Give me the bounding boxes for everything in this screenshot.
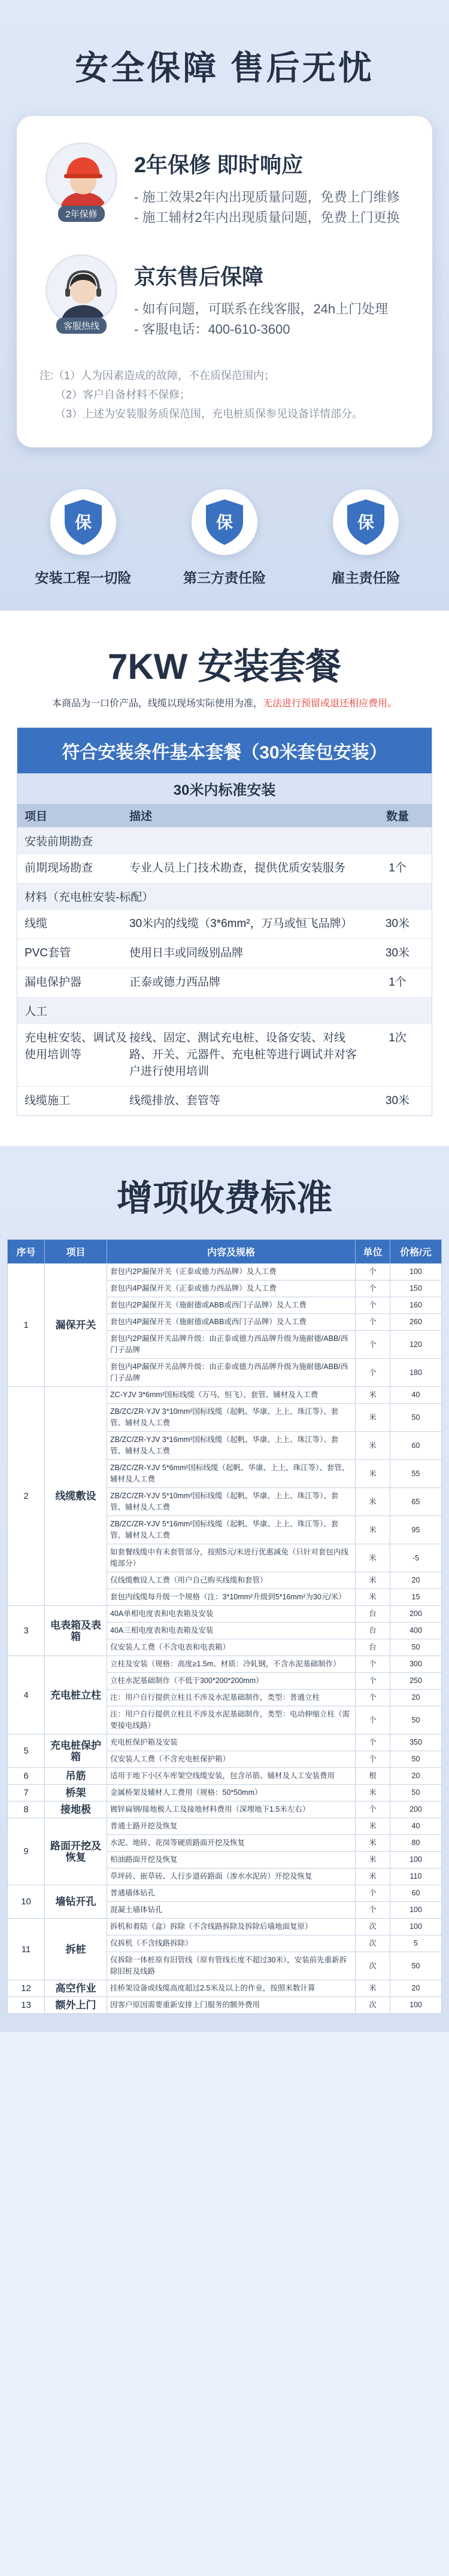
col-desc: 描述	[129, 810, 153, 823]
fee-price: -5	[390, 1544, 442, 1572]
fee-spec: 套包内4P漏保开关（正泰或德力西品牌）及人工费	[107, 1281, 356, 1297]
fee-item: 额外上门	[45, 1997, 107, 2014]
fee-unit: 米	[356, 1572, 390, 1589]
package-subtitle-normal: 本商品为一口价产品，线缆以现场实际使用为准，	[51, 699, 263, 709]
fee-spec: ZB/ZC/ZR-YJV 5*10mm²国标线缆（起帆、华康、上上、珠江等）、套管、辅材及人工费	[107, 1488, 356, 1516]
fee-price: 50	[390, 1639, 442, 1656]
jd-line: - 如有问题，可联系在线客服，24h上门处理	[134, 301, 389, 316]
fee-price: 120	[390, 1331, 442, 1359]
fee-item: 高空作业	[45, 1980, 107, 1997]
fee-unit: 台	[356, 1623, 390, 1639]
fee-item: 电表箱及表箱	[45, 1606, 107, 1656]
fee-spec: 拆机和着陆（盒）拆除（不含线路拆除及拆除后墙地面复原）	[107, 1919, 356, 1935]
package-group-header: 人工	[17, 997, 432, 1023]
fee-price: 15	[390, 1589, 442, 1606]
fee-price: 55	[390, 1460, 442, 1488]
fee-index: 10	[8, 1885, 45, 1919]
fee-row	[8, 1785, 442, 1801]
fee-price: 40	[390, 1818, 442, 1835]
fee-spec: ZB/ZC/ZR-YJV 3*10mm²国标线缆（起帆、华康、上上、珠江等）、套管、辅材及人工费	[107, 1404, 356, 1432]
fee-price: 350	[390, 1734, 442, 1751]
fee-unit: 个	[356, 1656, 390, 1673]
fee-spec: ZB/ZC/ZR-YJV 5*6mm²国标线缆（起帆、华康、上上、珠江等）、套管、辅材及人工费	[107, 1460, 356, 1488]
fee-index: 9	[8, 1818, 45, 1885]
fee-spec: 普通土路开挖及恢复	[107, 1818, 356, 1835]
fee-spec: 柏油路面开挖及恢复	[107, 1852, 356, 1868]
fee-spec: 注：用户自行提供立柱且不涉及水泥基础制作，类型：电动伸缩立柱（需要接电线路）	[107, 1706, 356, 1734]
fee-unit: 米	[356, 1835, 390, 1852]
after-sales-section	[0, 0, 449, 611]
fee-item: 桥架	[45, 1785, 107, 1801]
fee-price: 100	[390, 1902, 442, 1919]
package-subtitle-warning: 无法进行预留或退还相应费用。	[263, 699, 398, 709]
fee-item: 接地极	[45, 1801, 107, 1818]
fee-unit: 次	[356, 1935, 390, 1952]
insurance-label: 第三方责任险	[183, 570, 266, 586]
package-table-title: 符合安装条件基本套餐（30米套包安装）	[17, 728, 432, 773]
fee-unit: 米	[356, 1818, 390, 1835]
fee-price: 200	[390, 1801, 442, 1818]
fee-unit: 次	[356, 1919, 390, 1935]
fee-spec: 如套餐线缆中有未套管部分，按照5元/米进行优惠减免（只针对套包内线缆部分）	[107, 1544, 356, 1572]
package-body	[17, 827, 432, 1115]
fee-spec: ZC-YJV 3*6mm²国标线缆（万马、恒飞）、套管、辅材及人工费	[107, 1387, 356, 1404]
fee-unit: 个	[356, 1734, 390, 1751]
fee-price: 400	[390, 1623, 442, 1639]
package-group-header: 材料（充电桩安装-标配）	[17, 883, 432, 909]
fee-price: 160	[390, 1297, 442, 1314]
fee-unit: 米	[356, 1852, 390, 1868]
fee-price: 95	[390, 1516, 442, 1544]
fee-unit: 米	[356, 1387, 390, 1404]
fee-spec: 套包内2P漏保开关品牌升级：由正泰或德力西品牌升级为施耐德/ABB/西门子品牌	[107, 1331, 356, 1359]
warranty-text	[123, 142, 409, 228]
fee-spec: 普通墙体钻孔	[107, 1885, 356, 1902]
fee-unit: 个	[356, 1673, 390, 1690]
package-qty: 30米	[385, 1095, 410, 1107]
jd-service	[40, 254, 409, 342]
fee-unit: 个	[356, 1751, 390, 1768]
fee-unit: 次	[356, 1997, 390, 2014]
fee-item: 充电桩立柱	[45, 1656, 107, 1734]
package-qty: 30米	[385, 947, 410, 959]
fee-index: 12	[8, 1980, 45, 1997]
package-row	[17, 853, 432, 883]
fee-index: 2	[8, 1387, 45, 1606]
fee-section	[0, 1146, 449, 2032]
fee-price: 40	[390, 1387, 442, 1404]
package-item: 前期现场勘查	[25, 862, 93, 874]
fee-index: 4	[8, 1656, 45, 1734]
fee-spec: 注：用户自行提供立柱且不涉及水泥基础制作，类型：普通立柱	[107, 1690, 356, 1706]
col-qty: 数量	[386, 810, 409, 823]
fee-unit: 个	[356, 1359, 390, 1387]
package-table-subtitle: 30米内标准安装	[17, 773, 432, 804]
package-desc: 正泰或德力西品牌	[129, 976, 221, 989]
fee-unit: 次	[356, 1952, 390, 1980]
shield-icon	[333, 489, 399, 555]
fee-unit: 台	[356, 1606, 390, 1623]
fee-spec: ZB/ZC/ZR-YJV 3*16mm²国标线缆（起帆、华康、上上、珠江等）、套管、辅材及人工费	[107, 1432, 356, 1460]
fee-spec: 仅安装人工费（不含电表和电表箱）	[107, 1639, 356, 1656]
note-line: （2）客户自备材料不保修；	[55, 389, 191, 401]
fee-spec: ZB/ZC/ZR-YJV 5*16mm²国标线缆（起帆、华康、上上、珠江等）、套管、辅材及人工费	[107, 1516, 356, 1544]
fee-row	[8, 1980, 442, 1997]
package-desc: 使用日丰或同级别品牌	[129, 947, 244, 959]
fee-spec: 水泥、地砖、花岗等硬质路面开挖及恢复	[107, 1835, 356, 1852]
fee-row	[8, 1606, 442, 1623]
fee-price: 260	[390, 1314, 442, 1331]
fee-col-index: 序号	[8, 1240, 45, 1264]
fee-spec: 挂桥架设备或线缆高度超过2.5米及以上的作业，按照米数计算	[107, 1980, 356, 1997]
col-item: 项目	[25, 810, 48, 823]
fee-item: 吊筋	[45, 1768, 107, 1785]
warranty-badge: 2年保修	[58, 206, 104, 222]
fee-unit: 个	[356, 1801, 390, 1818]
after-sales-title: 安全保障 售后无忧	[75, 49, 374, 87]
insurance-list	[17, 489, 432, 587]
shield-icon	[50, 489, 116, 555]
package-subtitle	[17, 696, 432, 709]
fee-spec: 套包内4P漏保开关（施耐德或ABB或西门子品牌）及人工费	[107, 1314, 356, 1331]
fee-row	[8, 1997, 442, 2014]
shield-char: 保	[74, 513, 92, 532]
fee-row	[8, 1264, 442, 1281]
fee-body	[8, 1264, 442, 2014]
insurance-label: 安装工程一切险	[35, 570, 132, 586]
fee-price: 100	[390, 1852, 442, 1868]
fee-row	[8, 1734, 442, 1751]
fee-price: 60	[390, 1885, 442, 1902]
jd-title: 京东售后保障	[134, 264, 264, 289]
fee-col-unit: 单位	[356, 1240, 390, 1264]
fee-item: 拆桩	[45, 1919, 107, 1980]
fee-price: 100	[390, 1919, 442, 1935]
fee-price: 80	[390, 1835, 442, 1852]
fee-spec: 套包内2P漏保开关（正泰或德力西品牌）及人工费	[107, 1264, 356, 1281]
fee-price: 5	[390, 1935, 442, 1952]
package-desc: 专业人员上门技术勘查，提供优质安装服务	[129, 862, 346, 874]
package-qty: 30米	[385, 917, 410, 930]
package-qty: 1个	[389, 976, 406, 989]
fee-section-title: 增项收费标准	[117, 1178, 332, 1218]
fee-price: 20	[390, 1768, 442, 1785]
fee-unit: 米	[356, 1544, 390, 1572]
fee-unit: 米	[356, 1404, 390, 1432]
fee-row	[8, 1768, 442, 1785]
package-section-title: 7KW 安装套餐	[108, 647, 341, 687]
fee-unit: 米	[356, 1488, 390, 1516]
fee-index: 5	[8, 1734, 45, 1768]
fee-price: 50	[390, 1404, 442, 1432]
fee-unit: 根	[356, 1768, 390, 1785]
fee-spec: 混凝土墙体钻孔	[107, 1902, 356, 1919]
insurance-item	[303, 489, 429, 587]
worker-avatar	[45, 142, 117, 214]
fee-spec: 套包内2P漏保开关（施耐德或ABB或西门子品牌）及人工费	[107, 1297, 356, 1314]
fee-spec: 镀锌扁钢/接地极人工及接地材料费用（深埋地下1.5米左右）	[107, 1801, 356, 1818]
fee-price: 200	[390, 1606, 442, 1623]
fee-unit: 米	[356, 1868, 390, 1885]
package-item: PVC套管	[25, 947, 71, 959]
hotline-badge: 客服热线	[56, 318, 107, 334]
fee-spec: 仅线缆敷设人工费（用户自己购买线缆和套管）	[107, 1572, 356, 1589]
fee-unit: 米	[356, 1785, 390, 1801]
fee-col-spec: 内容及规格	[107, 1240, 356, 1264]
fee-spec: 仅拆除一体桩原有旧管线（原有管线长度不超过30米），安装前先重新拆除旧桩及线路	[107, 1952, 356, 1980]
jd-line: - 客服电话：400-610-3600	[134, 322, 290, 337]
fee-price: 50	[390, 1751, 442, 1768]
fee-unit: 个	[356, 1885, 390, 1902]
fee-price: 60	[390, 1432, 442, 1460]
fee-item: 墙钻开孔	[45, 1885, 107, 1919]
shield-char: 保	[357, 513, 375, 532]
package-item: 漏电保护器	[25, 976, 82, 989]
fee-price: 100	[390, 1264, 442, 1281]
fee-table	[7, 1239, 442, 2014]
fee-price: 20	[390, 1572, 442, 1589]
fee-unit: 个	[356, 1281, 390, 1297]
fee-price: 65	[390, 1488, 442, 1516]
fee-unit: 个	[356, 1297, 390, 1314]
warranty-line: - 施工辅材2年内出现质量问题，免费上门更换	[134, 210, 400, 225]
fee-unit: 台	[356, 1639, 390, 1656]
package-section	[0, 611, 449, 1146]
fee-unit: 米	[356, 1589, 390, 1606]
insurance-item	[162, 489, 287, 587]
fee-price: 20	[390, 1980, 442, 1997]
package-row	[17, 938, 432, 968]
insurance-item	[20, 489, 146, 587]
fee-spec: 仅安装人工费（不含充电桩保护箱）	[107, 1751, 356, 1768]
note-line: （3）上述为安装服务质保范围，充电桩质保参见设备详情部分。	[55, 408, 363, 420]
fee-item: 充电桩保护箱	[45, 1734, 107, 1768]
package-table	[17, 727, 432, 1116]
fee-index: 13	[8, 1997, 45, 2014]
fee-index: 7	[8, 1785, 45, 1801]
package-columns	[17, 804, 432, 827]
package-group-header: 安装前期勘查	[17, 827, 432, 853]
fee-index: 3	[8, 1606, 45, 1656]
fee-price: 50	[390, 1706, 442, 1734]
warranty-line: - 施工效果2年内出现质量问题，免费上门维修	[134, 190, 400, 205]
hotline-avatar-wrap	[40, 254, 123, 342]
fee-item: 路面开挖及恢复	[45, 1818, 107, 1885]
fee-unit: 米	[356, 1516, 390, 1544]
package-desc: 接线、固定、测试充电桩、设备安装、对线路、开关、元器件、充电桩等进行调试并对客户进行使用培训	[129, 1032, 357, 1078]
shield-icon	[192, 489, 257, 555]
package-desc: 30米内的线缆（3*6mm²，万马或恒飞品牌）	[129, 917, 353, 930]
package-row	[17, 968, 432, 997]
fee-row	[8, 1801, 442, 1818]
fee-price: 180	[390, 1359, 442, 1387]
fee-item: 漏保开关	[45, 1264, 107, 1387]
worker-helmet-icon	[47, 144, 117, 214]
package-desc: 线缆排放、套管等	[129, 1095, 221, 1107]
fee-index: 8	[8, 1801, 45, 1818]
fee-row	[8, 1387, 442, 1404]
fee-spec: 金属桥架及辅材人工费用（规格：50*50mm）	[107, 1785, 356, 1801]
fee-spec: 草坪砖、嵌草砖、人行步道砖路面（渗水水泥砖）开挖及恢复	[107, 1868, 356, 1885]
fee-spec: 充电桩保护箱及安装	[107, 1734, 356, 1751]
fee-row	[8, 1656, 442, 1673]
fee-spec: 仅拆机（不含线路拆除）	[107, 1935, 356, 1952]
fee-col-item: 项目	[45, 1240, 107, 1264]
fee-price: 110	[390, 1868, 442, 1885]
fee-price: 20	[390, 1690, 442, 1706]
fee-price: 50	[390, 1785, 442, 1801]
fee-price: 300	[390, 1656, 442, 1673]
fee-index: 1	[8, 1264, 45, 1387]
fee-spec: 40A三相电度表和电表箱及安装	[107, 1623, 356, 1639]
warranty-service	[40, 142, 409, 230]
insurance-label: 雇主责任险	[331, 570, 401, 586]
fee-spec: 立柱及安装（规格：高度≥1.5m、材质：冷轧钢，不含水泥基础制作）	[107, 1656, 356, 1673]
fee-unit: 个	[356, 1331, 390, 1359]
fee-unit: 个	[356, 1690, 390, 1706]
fee-spec: 套包内线缆每升级一个规格（注：3*10mm²升级到5*16mm²为30元/米）	[107, 1589, 356, 1606]
package-row	[17, 1086, 432, 1115]
package-item: 充电桩安装、调试及使用培训等	[25, 1032, 128, 1061]
fee-price: 50	[390, 1952, 442, 1980]
fee-unit: 个	[356, 1264, 390, 1281]
note-line: 注:（1）人为因素造成的故障，不在质保范围内；	[40, 370, 275, 382]
fee-unit: 米	[356, 1460, 390, 1488]
package-row	[17, 1023, 432, 1086]
warranty-notes	[40, 366, 409, 423]
fee-spec: 因客户原因需要重新安排上门服务的额外费用	[107, 1997, 356, 2014]
fee-unit: 个	[356, 1902, 390, 1919]
fee-spec: 立柱水泥基础制作（不低于300*200*200mm）	[107, 1673, 356, 1690]
fee-index: 6	[8, 1768, 45, 1785]
package-item: 线缆	[25, 917, 48, 930]
fee-header-row	[8, 1240, 442, 1264]
headset-agent-icon	[47, 256, 117, 326]
fee-unit: 个	[356, 1314, 390, 1331]
fee-price: 250	[390, 1673, 442, 1690]
after-sales-card	[17, 116, 432, 447]
package-item: 线缆施工	[25, 1095, 71, 1107]
package-qty: 1次	[389, 1032, 406, 1044]
fee-unit: 个	[356, 1706, 390, 1734]
agent-avatar	[45, 254, 117, 326]
package-row	[17, 909, 432, 938]
fee-unit: 米	[356, 1980, 390, 1997]
fee-spec: 套包内4P漏保开关品牌升级：由正泰或德力西品牌升级为施耐德/ABB/西门子品牌	[107, 1359, 356, 1387]
fee-row	[8, 1885, 442, 1902]
fee-row	[8, 1919, 442, 1935]
fee-item: 线缆敷设	[45, 1387, 107, 1606]
fee-price: 100	[390, 1997, 442, 2014]
jd-text	[123, 254, 409, 340]
fee-spec: 适用于地下小区车库架空线缆安装，包含吊筋、辅材及人工安装费用	[107, 1768, 356, 1785]
fee-unit: 米	[356, 1432, 390, 1460]
fee-spec: 40A单相电度表和电表箱及安装	[107, 1606, 356, 1623]
fee-index: 11	[8, 1919, 45, 1980]
package-qty: 1个	[389, 862, 406, 874]
fee-row	[8, 1818, 442, 1835]
shield-char: 保	[216, 513, 233, 532]
fee-col-price: 价格/元	[390, 1240, 442, 1264]
warranty-title: 2年保修 即时响应	[134, 153, 304, 177]
fee-price: 150	[390, 1281, 442, 1297]
warranty-avatar-wrap	[40, 142, 123, 230]
